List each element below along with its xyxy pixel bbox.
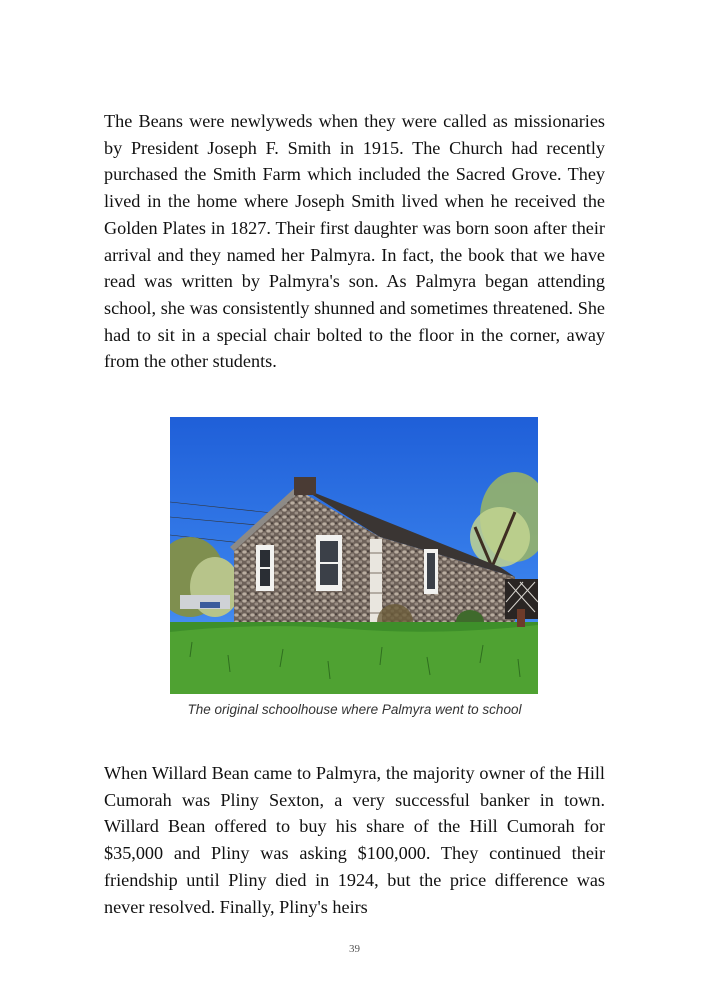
- body-paragraph-1: The Beans were newlyweds when they were called as missionaries by President Joseph F. Smith in 1915. The Church had recently purchased the Smith Farm which included the Sacred Grove. They lived in the home where Joseph Smith lived when he received the Golden Plates in 1827. Their first daughter was born soon after their arrival and they named her Palmyra. In fact, the book that we have read was written by Palmyra's son. As Palmyra began attending school, she was consistently shunned and sometimes threatened. She had to sit in a special chair bolted to the floor in the corner, away from the other students.: [104, 111, 605, 372]
- schoolhouse-photo: [170, 417, 538, 694]
- body-paragraph-2: When Willard Bean came to Palmyra, the majority owner of the Hill Cumorah was Pliny Sexton, a very successful banker in town. Willard Bean offered to buy his share of the Hill Cumorah for $35,000 and Pliny was asking $100,000. They continued their friendship until Pliny died in 1924, but the price difference was never resolved. Finally, Pliny's heirs: [104, 763, 605, 917]
- page-number: 39: [349, 943, 360, 955]
- figure-caption: The original schoolhouse where Palmyra went to school: [187, 702, 522, 717]
